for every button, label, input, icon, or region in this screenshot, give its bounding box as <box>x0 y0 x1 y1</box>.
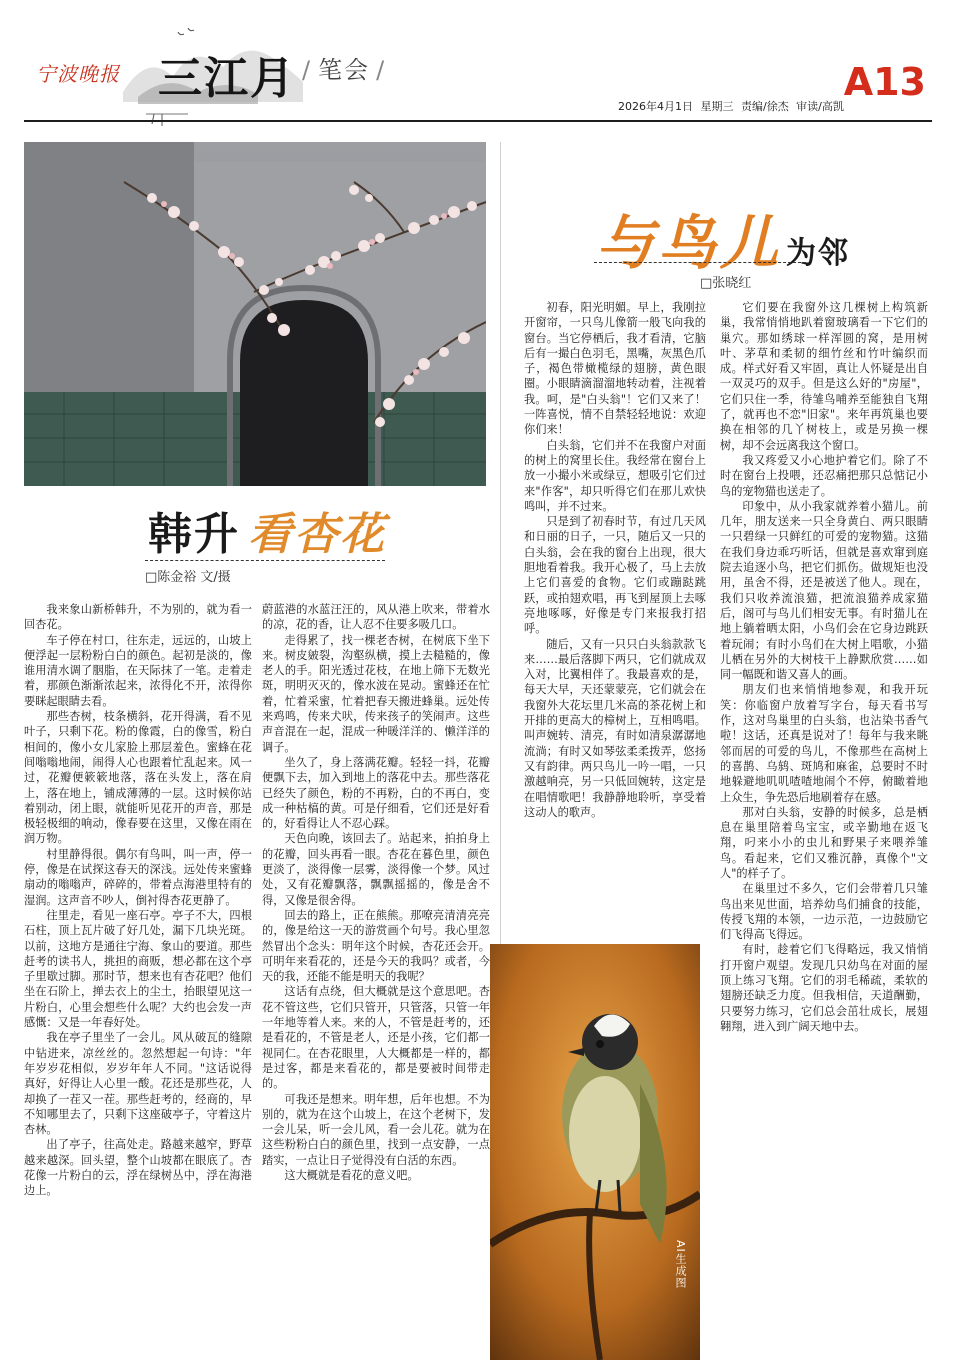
paragraph: 这大概就是看花的意义吧。 <box>284 1168 419 1182</box>
dateline: 2026年4月1日 星期三 责编/徐杰 审读/高凯 <box>618 100 844 113</box>
paragraph: 可我还是想来。明年想，后年也想。不为别的，就为在这个山坡上，在这个老树下，发一会儿呆，听一会儿风，看一会儿花。就为在这些粉粉白白的颜色里，找到一点安静，一点踏实，一点让日子觉得没有白活的东西。 <box>262 1092 490 1167</box>
page-number: A13 <box>843 60 926 104</box>
paragraph: 那些杏树，枝条横斜，花开得满，看不见叶子，只剩下花。粉的像霞，白的像雪，粉白相间的，像小女儿家脸上那层羞色。蜜蜂在花间嗡嗡地闹，闹得人心也跟着忙乱起来。风一过，花瓣便簌簌地落，落在头发上，落在肩上，落在地上，铺成薄薄的一层。这时候你站着别动，闭上眼，就能听见花开的声音，那是极轻极细的响动，像春要在这里，又像在雨在润万物。 <box>24 710 252 846</box>
paragraph: 初春，阳光明媚。早上，我刚拉开窗帘，一只鸟儿像箭一般飞向我的窗台。当它停栖后，我才看清，它脑后有一撮白色羽毛，黑嘴，灰黑色爪子，褐色带橄榄绿的翅膀，黄色眼圈。小眼睛滴溜溜地转动着，注视着我。呵，是"白头翁"！它们又来了！一阵喜悦，情不自禁轻轻地说：欢迎你们来！ <box>524 301 706 437</box>
slash-decoration: / <box>302 56 313 84</box>
paragraph: 坐久了，身上落满花瓣。轻轻一抖，花瓣便飘下去，加入到地上的落花中去。那些落花已经失了颜色，粉的不再粉，白的不再白，变成一种枯槁的黄。可是仔细看，它们还是好看的，好看得让人不忍心踩。 <box>262 755 490 831</box>
article2-title <box>596 196 850 280</box>
paragraph: 那对白头翁，安静的时候多，总是栖息在巢里陪着鸟宝宝，或辛勤地在返飞翔，叼来小小的虫儿和野果子来喂养雏鸟。看起来，它们又雅沉静，真像个"文人"的样子了。 <box>720 805 928 880</box>
slash-decoration: / <box>376 56 387 84</box>
header-rule <box>24 120 932 122</box>
newspaper-logo: 宁波晚报 <box>36 62 120 86</box>
article1-column-2 <box>262 602 490 1360</box>
article2-title-suffix: 为邻 <box>786 236 851 271</box>
paragraph: 我来象山新桥韩升，不为别的，就为看一回杏花。 <box>24 603 252 632</box>
paragraph: 回去的路上，正在熊熊。那嘹亮清清亮亮的，像是给这一天的游赏画个句号。我心里忽然冒出个念头：明年这个时候，杏花还会开。可明年来看花的，还是今天的我吗？或者，今天的我，还能不能是明天的我呢？ <box>262 908 490 984</box>
bird-photo <box>490 944 700 1360</box>
article1-title-part2: 看杏花 <box>248 509 386 560</box>
article2-column-2 <box>720 300 928 1360</box>
article2-title-main: 与鸟儿 <box>596 209 783 277</box>
paragraph: 它们要在我窗外这几棵树上构筑新巢，我常悄悄地趴着窗玻璃看一下它们的巢穴。那如绣球一样浑圆的窝，是用树叶、茅草和柔韧的细竹丝和竹叶编织而成。样式好看又牢固，真让人怀疑是出自一双灵巧的双手。但是这么好的"房屋"，它们只住一季，待雏鸟哺养至能独自飞翔了，就再也不恋"旧家"。来年再筑巢也要换在相邻的几丫树枝上，或是另换一棵树，却不会远离我这个窗口。 <box>720 301 928 452</box>
apricot-blossom-photo <box>24 142 486 486</box>
title-underline <box>594 262 806 263</box>
section-label: 笔会 <box>318 56 371 84</box>
paragraph: 我又疼爱又小心地护着它们。除了不时在窗台上投喂，还忍痛把那只总惦记小鸟的宠物猫也送走了。 <box>720 453 928 498</box>
paragraph: 印象中，从小我家就养着小猫儿。前几年，朋友送来一只全身黄白、两只眼睛一只碧绿一只鲜红的可爱的宠物猫。这猫在我们身边乖巧听话，但就是喜欢窜到庭院去追逐小鸟，把它们抓伤。做规矩也没用，虽舍不得，还是被送了他人。现在，我们只收养流浪猫，把流浪猫养成家猫后，阁可与鸟儿们相安无事。有时猫儿在地上躺着晒太阳，小鸟们会在它身边跳跃着玩闹；有时小鸟们在大树上唱歌，小猫儿栖在另外的大树枝干上静默欣赏……如同一幅既和谐又喜人的画。 <box>720 499 928 682</box>
paragraph: 朋友们也来悄悄地参观，和我开玩笑：你临窗户放着写字台，每天看书写作，这对鸟巢里的白头翁，也沾染书香气啦！这话，还真是说对了！每年与我来眺邻而居的可爱的鸟儿，不像那些在高树上的喜鹊、乌鸫、斑鸠和麻雀，总要时不时地躲避地叽叽喳喳地闹个不停，俯瞰着地上众生，争先恐后地刷着存在感。 <box>720 683 928 804</box>
paragraph: 只是到了初春时节，有过几天风和日丽的日子，一只，随后又一只的白头翁，会在我的窗台上出现，很大胆地看着我。我开心极了，马上去放上它们喜爱的食物。它们或蹦跶跳跃，或拍翅欢唱，再飞到屋顶上去啄亮地啄啄，好像是专门来报我打招呼。 <box>524 515 706 636</box>
paragraph: 车子停在村口，往东走，远远的，山坡上便浮起一层粉粉白白的颜色。起初是淡的，像谁用清水调了胭脂，在天际抹了一笔。走着走着，那颜色渐渐浓起来，浓得化不开，浓得你要眯起眼睛去看。 <box>24 633 252 708</box>
paragraph: 这话有点绕，但大概就是这个意思吧。杏花不管这些，它们只管开，只管落，只管一年一年地等着人来。来的人，不管是赶考的，还是看花的，不管是老人，还是小孩，它们都一视同仁。在杏花眼里，人大概都是一样的，都是过客，都是来看花的，都是要被时间带走的。 <box>262 985 490 1091</box>
article1-title-part1: 韩升 <box>148 509 240 560</box>
paragraph: 往里走，看见一座石亭。亭子不大，四根石柱，顶上瓦片破了好几处，漏下几块光斑。以前，这地方是通往宁海、象山的要道。那些赶考的读书人，挑担的商贩，想必都在这个亭子里歇过脚。那时节，想来也有杏花吧？他们坐在石阶上，掸去衣上的尘土，抬眼望见这一片粉白，心里会想些什么呢？大约也会发一声感慨：又是一年春好处。 <box>24 908 252 1030</box>
article1-title <box>148 498 386 562</box>
paragraph: 村里静得很。偶尔有鸟叫，叫一声，停一停，像是在试探这春天的深浅。远处传来蜜蜂扇动的嗡嗡声，碎碎的，带着点海港里特有的湿润。这声音不吵人，倒衬得杏花更静了。 <box>24 847 252 907</box>
article1-column-1 <box>24 602 252 1360</box>
article2-column-1 <box>524 300 706 940</box>
paragraph: 蔚蓝港的水蓝汪汪的，风从港上吹来，带着水的凉，花的香，让人忍不住要多吸几口。 <box>262 603 490 632</box>
paragraph: 天色向晚，该回去了。站起来，拍拍身上的花瓣，回头再看一眼。杏花在暮色里，颜色更淡了，淡得像一层雾，淡得像一个梦。风过处，又有花瓣飘落，飘飘摇摇的，像是舍不得，又像是很舍得。 <box>262 832 490 907</box>
paragraph: 我在亭子里坐了一会儿。风从破瓦的缝隙中钻进来，凉丝丝的。忽然想起一句诗："年年岁岁花相似，岁岁年年人不同。"这话说得真好，好得让人心里一酸。花还是那些花，人却换了一茬又一茬。那些赶考的，经商的，早不知哪里去了，只剩下这座破亭子，守着这片杏林。 <box>24 1031 252 1137</box>
photo-credit: AI生成图 <box>674 1240 687 1289</box>
title-underline <box>145 560 385 561</box>
paragraph: 走得累了，找一棵老杏树，在树底下坐下来。树皮皴裂，沟壑纵横，摸上去糙糙的，像老人的手。阳光透过花枝，在地上筛下无数光斑，明明灭灭的，像水波在晃动。蜜蜂还在忙着，忙着采蜜，忙着把春天搬进蜂巢。远处传来鸡鸣，传来犬吠，传来孩子的笑闹声。这些声音混在一起，混成一种暖洋洋的、懒洋洋的调子。 <box>262 633 490 754</box>
paragraph: 随后，又有一只只白头翁款款飞来……最后落脚下两只，它们就成双入对，比翼相伴了。我最喜欢的是，每天大早，天还蒙蒙亮，它们就会在我窗外大花坛里几米高的茶花树上和开排的更高大的樟树上，互相鸣唱。叫声婉转、清亮，有时如清泉潺潺地流淌；有时又如琴弦柔柔拨弄，悠扬又有韵律。两只鸟儿一吟一唱，一只激越响亮，另一只低回婉转，这定是在唱情歌吧！我静静地聆听，享受着这动人的歌声。 <box>524 637 706 819</box>
paragraph: 出了亭子，往高处走。路越来越窄，野草越来越深。回头望，整个山坡都在眼底了。杏花像一片粉白的云，浮在绿树丛中，浮在海港边上。 <box>24 1138 252 1198</box>
article1-byline: □陈金裕 文/摄 <box>145 570 231 585</box>
paragraph: 白头翁，它们并不在我窗户对面的树上的窝里长住。我经常在窗台上放一小撮小米或绿豆，想吸引它们过来"作客"，却只听得它们在那儿欢快鸣叫，并不过来。 <box>524 438 706 513</box>
column-name: 三江月 <box>158 53 296 104</box>
paragraph: 有时，趁着它们飞得略远，我又悄悄打开窗户观望。发现几只幼鸟在对面的屋顶上练习飞翔。它们的羽毛稀疏，柔软的翅膀还缺乏力度。但我相信，天道酬勤，只要努力练习，它们总会茁壮成长，展翅翱翔，进入到广阔天地中去。 <box>720 943 928 1033</box>
article2-byline: □张晓红 <box>700 276 752 291</box>
paragraph: 在巢里过不多久，它们会带着几只雏鸟出来见世面，培养幼鸟们捕食的技能，传授飞翔的本领，一边示范，一边鼓励它们飞得高飞得远。 <box>720 882 928 942</box>
section-tag <box>296 50 392 85</box>
